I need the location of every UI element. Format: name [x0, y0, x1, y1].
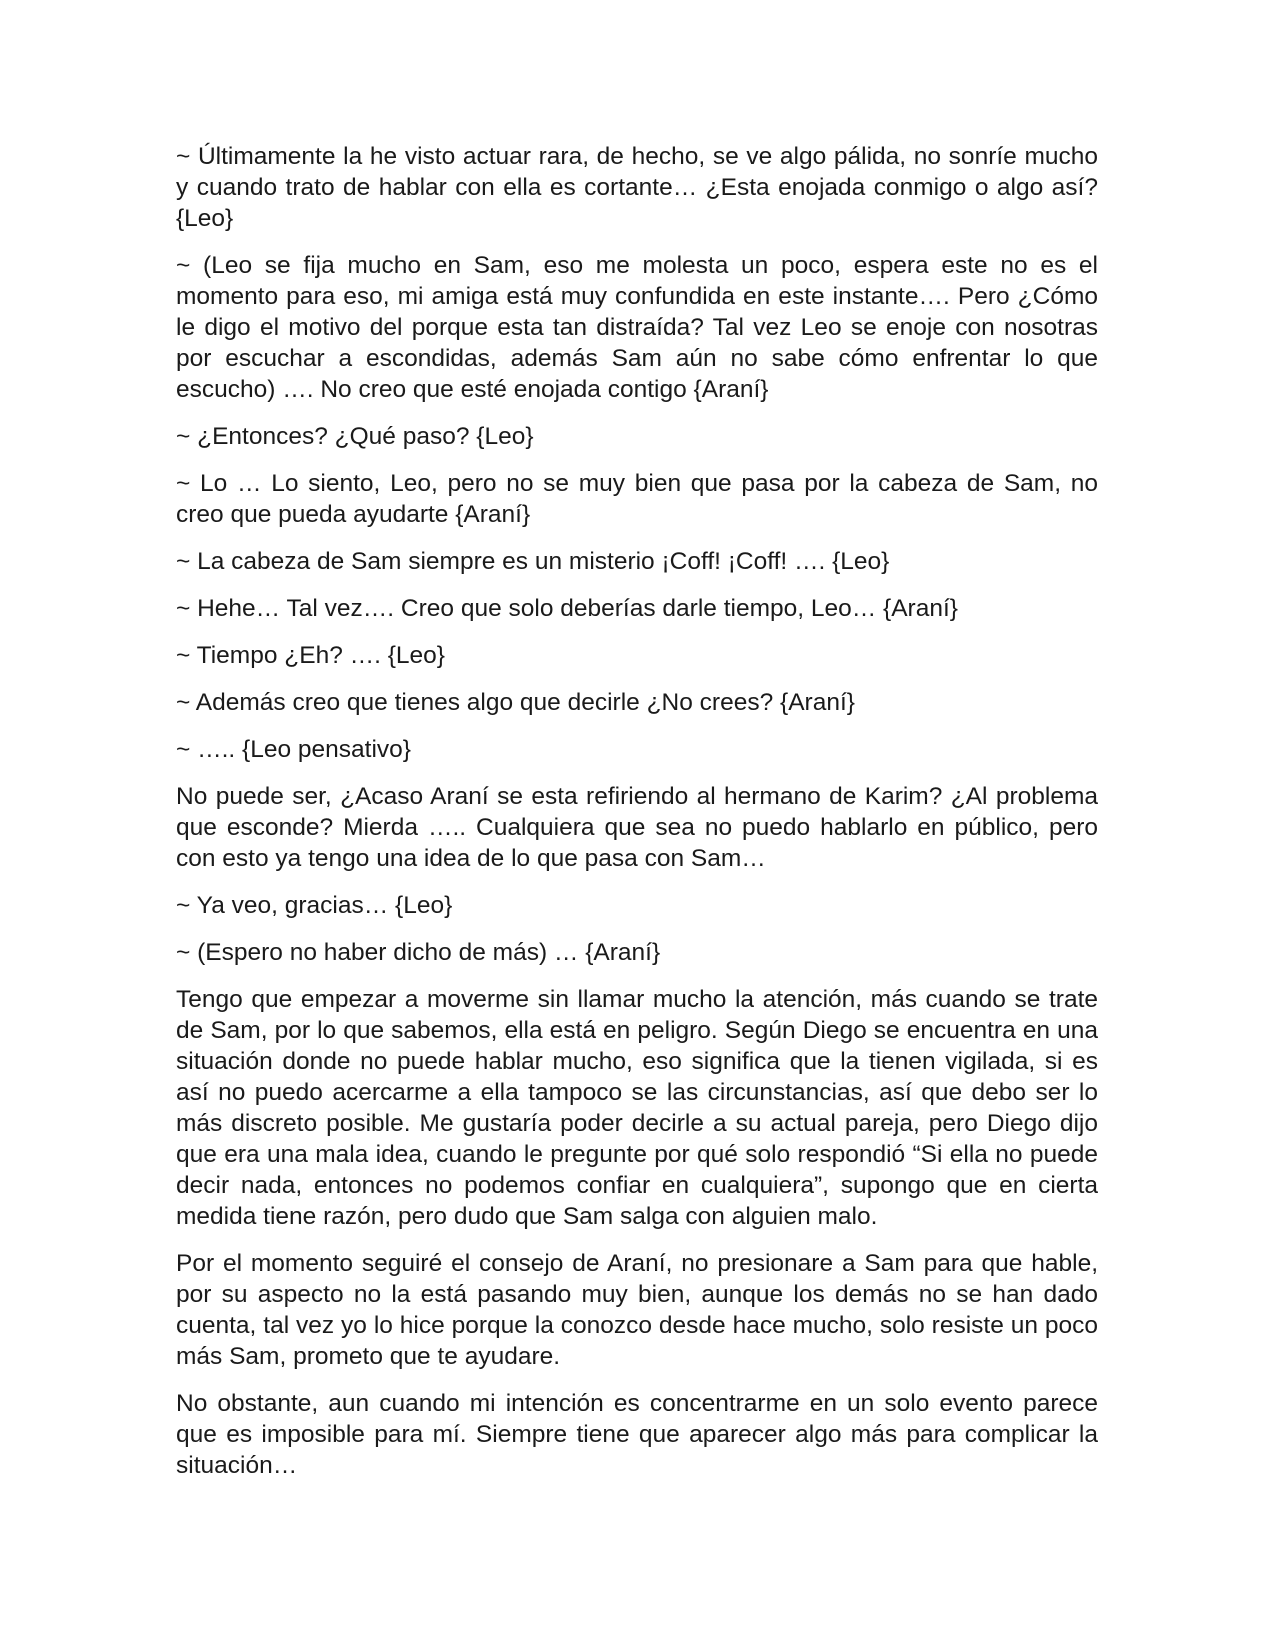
- dialogue-line: ~ La cabeza de Sam siempre es un misterio ¡Coff! ¡Coff! …. {Leo}: [176, 548, 890, 575]
- dialogue-line: ~ (Espero no haber dicho de más) … {Araní}: [176, 939, 661, 966]
- document-page: [176, 141, 1098, 1497]
- dialogue-line: ~ (Leo se fija mucho en Sam, eso me molesta un poco, espera este no es el momento para eso, mi amiga está muy confundida en este instante…. Pero ¿Cómo le digo el motivo del porque esta tan distraída? Tal vez Leo se enoje con nosotras por escuchar a escondidas, además Sam aún no sabe cómo enfrentar lo que escucho) …. No creo que esté enojada contigo {Araní}: [176, 252, 1098, 403]
- dialogue-line: ~ Últimamente la he visto actuar rara, de hecho, se ve algo pálida, no sonríe mucho y cuando trato de hablar con ella es cortante… ¿Esta enojada conmigo o algo así? {Leo}: [176, 143, 1098, 232]
- dialogue-line: ~ Tiempo ¿Eh? …. {Leo}: [176, 642, 445, 669]
- narration-paragraph: Por el momento seguiré el consejo de Araní, no presionare a Sam para que hable, por su aspecto no la está pasando muy bien, aunque los demás no se han dado cuenta, tal vez yo lo hice porque la conozco desde hace mucho, solo resiste un poco más Sam, prometo que te ayudare.: [176, 1250, 1098, 1370]
- dialogue-line: ~ ¿Entonces? ¿Qué paso? {Leo}: [176, 423, 534, 450]
- dialogue-line: ~ Ya veo, gracias… {Leo}: [176, 892, 453, 919]
- dialogue-line: ~ ….. {Leo pensativo}: [176, 736, 411, 763]
- dialogue-line: ~ Lo … Lo siento, Leo, pero no se muy bien que pasa por la cabeza de Sam, no creo que pueda ayudarte {Araní}: [176, 470, 1098, 528]
- dialogue-line: ~ Además creo que tienes algo que decirle ¿No crees? {Araní}: [176, 689, 855, 716]
- narration-paragraph: Tengo que empezar a moverme sin llamar mucho la atención, más cuando se trate de Sam, por lo que sabemos, ella está en peligro. Según Diego se encuentra en una situación donde no puede hablar mucho, eso significa que la tienen vigilada, si es así no puedo acercarme a ella tampoco se las circunstancias, así que debo ser lo más discreto posible. Me gustaría poder decirle a su actual pareja, pero Diego dijo que era una mala idea, cuando le pregunte por qué solo respondió “Si ella no puede decir nada, entonces no podemos confiar en cualquiera”, supongo que en cierta medida tiene razón, pero dudo que Sam salga con alguien malo.: [176, 986, 1098, 1230]
- narration-paragraph: No obstante, aun cuando mi intención es concentrarme en un solo evento parece que es imposible para mí. Siempre tiene que aparecer algo más para complicar la situación…: [176, 1390, 1098, 1479]
- narration-paragraph: No puede ser, ¿Acaso Araní se esta refiriendo al hermano de Karim? ¿Al problema que esconde? Mierda ….. Cualquiera que sea no puedo hablarlo en público, pero con esto ya tengo una idea de lo que pasa con Sam…: [176, 783, 1098, 872]
- dialogue-line: ~ Hehe… Tal vez…. Creo que solo deberías darle tiempo, Leo… {Araní}: [176, 595, 958, 622]
